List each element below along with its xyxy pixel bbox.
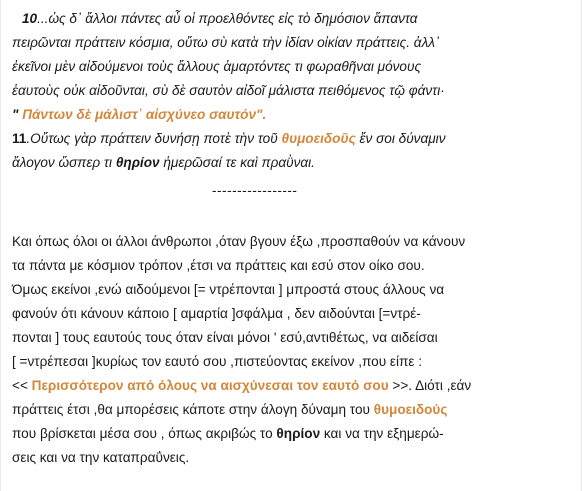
greek-text: ἄλογον ὥσπερ τι bbox=[12, 155, 116, 170]
greek-line-11b bbox=[12, 154, 315, 172]
quote-mark: " bbox=[12, 107, 19, 122]
keyword-therion-translation: θηρίον bbox=[276, 426, 321, 441]
translation-quote: Περισσότερον από όλους να αισχύνεσαι τον εαυτό σου bbox=[31, 378, 389, 393]
greek-text: ἡμερῶσαί τε καὶ πραῢναι. bbox=[159, 155, 315, 170]
keyword-therion: θηρίον bbox=[115, 155, 160, 170]
greek-line-3: ἐκεῖνοι μὲν αἰδούμενοι τοὺς ἄλλους ἁμαρτόντες τι φωραθῆναι μόνους bbox=[12, 59, 422, 74]
translation-text: << bbox=[12, 378, 32, 393]
translation-text: και να την εξημερώ- bbox=[320, 426, 444, 441]
greek-line-11a bbox=[12, 130, 446, 148]
translation-line-5: πονται ] τους εαυτούς τους όταν είναι μόνοι ' εσύ,αντιθέτως, να αιδείσαι bbox=[12, 330, 438, 345]
translation-line-1: Και όπως όλοι οι άλλοι άνθρωποι ,όταν βγουν έξω ,προσπαθούν να κάνουν bbox=[12, 234, 466, 249]
translation-text: που βρίσκεται μέσα σου , όπως ακριβώς το bbox=[12, 426, 277, 441]
translation-line-8 bbox=[12, 401, 447, 419]
greek-line-1 bbox=[22, 10, 418, 28]
greek-quote-line bbox=[12, 106, 266, 124]
paragraph-number-10: 10 bbox=[22, 11, 38, 26]
separator: ----------------- bbox=[212, 183, 298, 198]
keyword-thymoeidous: θυμοειδοῦς bbox=[281, 131, 356, 146]
greek-quote: Πάντων δὲ μάλιστ᾽ αἰσχύνεο σαυτόν". bbox=[22, 107, 267, 122]
greek-text: ...ὡς δ᾽ ἄλλοι πάντες αὖ οἱ προελθόντες εἰς τὸ δημόσιον ἅπαντα bbox=[37, 11, 418, 26]
greek-line-2: πειρῶνται πράττειν κόσμια, οὕτω σὺ κατὰ τὴν ἰδίαν οἰκίαν πράττεις. ἀλλ᾽ bbox=[12, 35, 440, 50]
translation-text: πράττεις έτσι ,θα μπορέσεις κάποτε στην άλογη δύναμη του bbox=[12, 402, 374, 417]
greek-text: ἔν σοι δύναμιν bbox=[355, 131, 446, 146]
translation-line-3: Όμως εκείνοι ,ενώ αιδούμενοι [= ντρέπονται ] μπροστά στους άλλους να bbox=[12, 282, 445, 297]
translation-line-9 bbox=[12, 425, 444, 443]
translation-line-4: φανούν ότι κάνουν κάποιο [ αμαρτία ]σφάλμα , δεν αιδούνται [=ντρέ- bbox=[12, 306, 421, 321]
keyword-thymoeidous-translation: θυμοειδούς bbox=[373, 402, 448, 417]
greek-line-4: ἑαυτοὺς οὐκ αἰδοῦνται, σὺ δὲ σαυτὸν αἰδοῖ μάλιστα πειθόμενος τῷ φάντι· bbox=[12, 83, 445, 98]
translation-text: >>. Διότι ,εάν bbox=[388, 378, 472, 393]
left-edge bbox=[0, 0, 1, 491]
paragraph-number-11: 11 bbox=[12, 131, 27, 146]
translation-line-6: [ =ντρέπεσαι ]κυρίως τον εαυτό σου ,πιστεύοντας εκείνον ,που είπε : bbox=[12, 354, 422, 369]
greek-text: .Οὕτως γὰρ πράττειν δυνήσῃ ποτὲ τὴν τοῦ bbox=[26, 131, 282, 146]
translation-line-7 bbox=[12, 377, 471, 395]
translation-line-10: σεις και να την καταπραΰνεις. bbox=[12, 450, 190, 465]
translation-line-2: τα πάντα με κόσμιον τρόπον ,έτσι να πράττεις και εσύ στον οίκο σου. bbox=[12, 258, 425, 273]
